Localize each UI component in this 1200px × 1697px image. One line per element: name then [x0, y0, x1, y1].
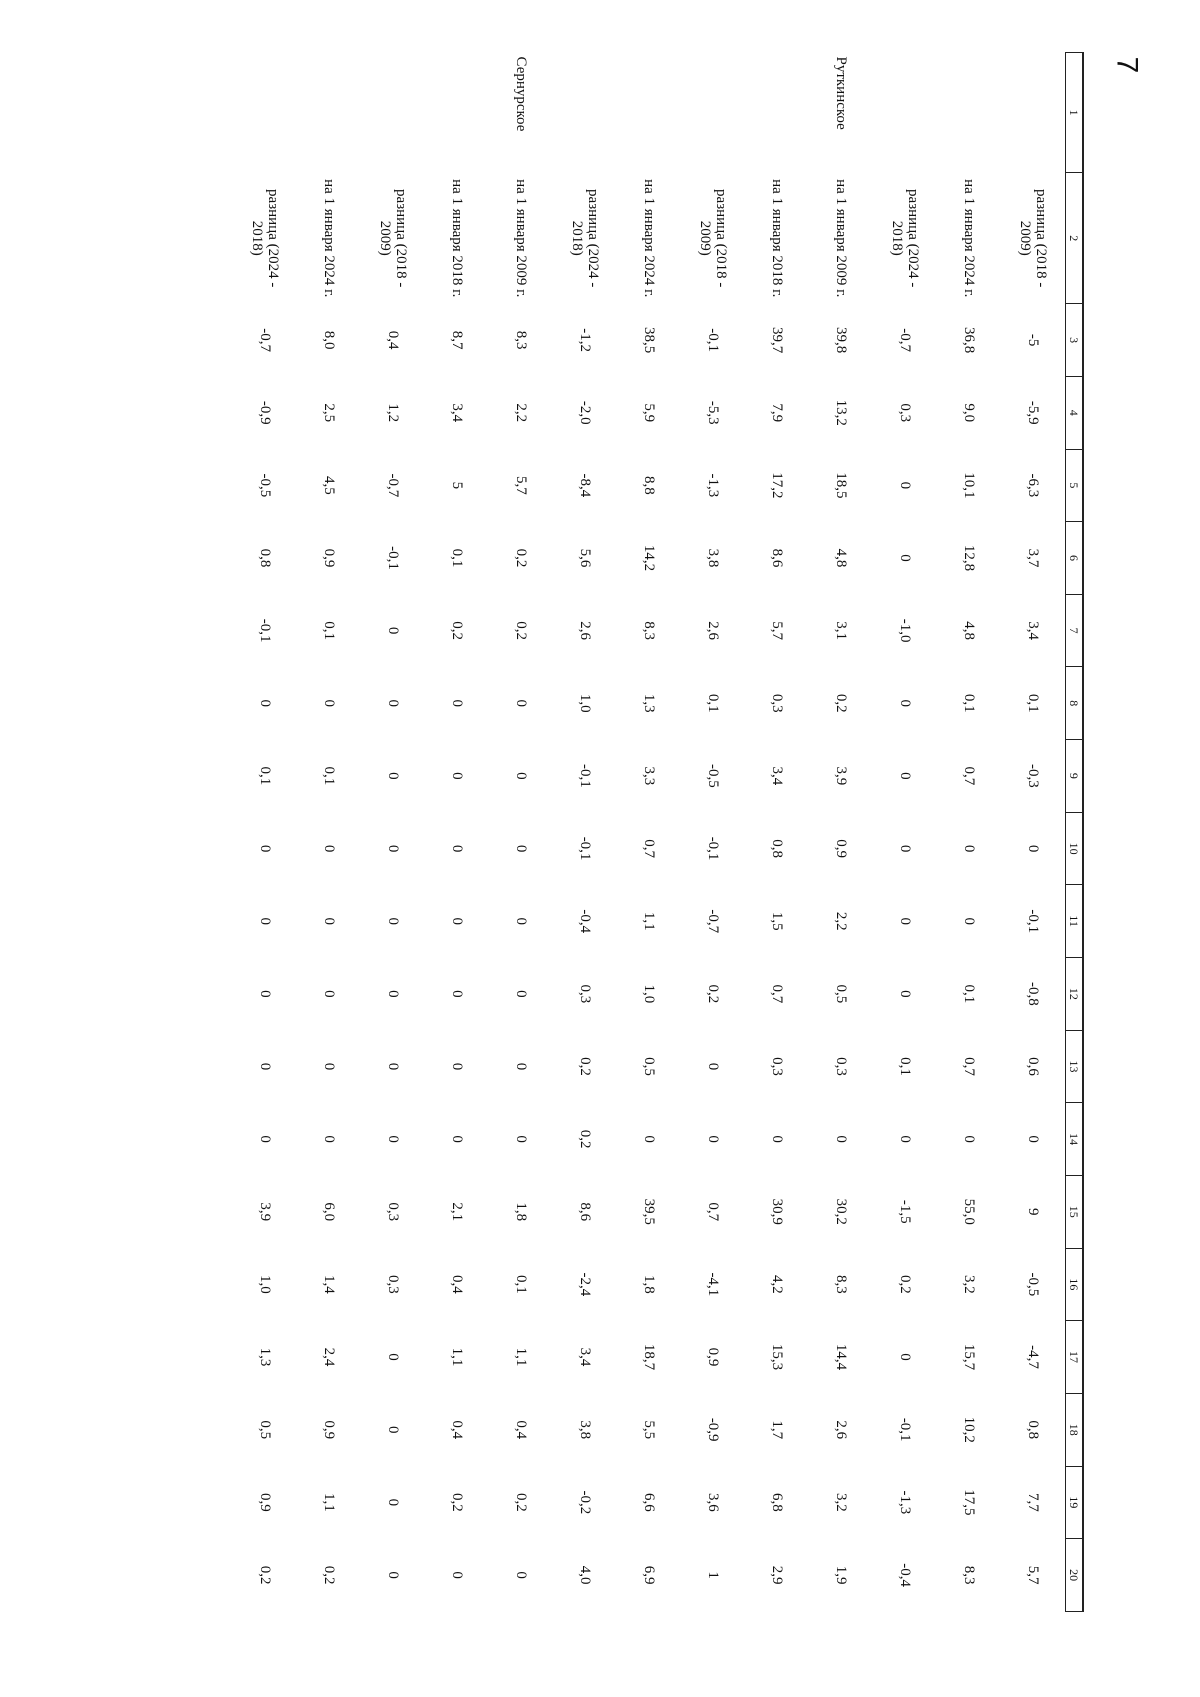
table-cell: 30,9 — [769, 1198, 786, 1225]
table-cell: -5 — [1025, 333, 1042, 347]
table-cell: 1,3 — [641, 693, 658, 713]
table-cell: 0 — [513, 1062, 530, 1071]
table-cell: 5,9 — [641, 403, 658, 423]
table-cell: 8,3 — [513, 330, 530, 350]
table-cell: 8,7 — [449, 330, 466, 350]
table-cell: 1,2 — [385, 403, 402, 423]
table-row — [233, 53, 297, 1612]
table-row — [745, 53, 809, 1612]
column-number: 2 — [1066, 173, 1084, 304]
table-cell: 0 — [321, 1135, 338, 1143]
settlement-name — [1001, 53, 1066, 173]
table-cell: 2,1 — [449, 1202, 466, 1222]
table-cell: 3,4 — [769, 766, 786, 786]
column-number: 7 — [1066, 594, 1084, 667]
table-cell: 2,6 — [577, 621, 594, 641]
table-cell: 3,8 — [577, 1420, 594, 1440]
column-number: 14 — [1066, 1103, 1084, 1176]
settlement-name — [425, 53, 489, 173]
row-label: на 1 января 2009 г. — [833, 179, 849, 298]
table-cell: 0 — [449, 917, 466, 925]
table-cell: 1,3 — [257, 1347, 274, 1367]
row-label: разница (2018 - 2009) — [697, 189, 729, 288]
table-cell: -6,3 — [1025, 473, 1042, 498]
table-cell: 0,1 — [1025, 693, 1042, 713]
table-cell: 0 — [385, 917, 402, 925]
table-cell: 0 — [321, 1062, 338, 1071]
table-cell: 4,8 — [833, 548, 850, 568]
table-cell: 0 — [385, 699, 402, 708]
column-number: 1 — [1066, 53, 1084, 173]
table-cell: 5,7 — [513, 475, 530, 495]
table-cell: 15,7 — [961, 1343, 978, 1371]
table-cell: 0 — [385, 626, 402, 635]
settlement-name — [617, 53, 681, 173]
table-cell: 4,0 — [577, 1565, 594, 1585]
table-cell: 1,1 — [641, 911, 658, 931]
table-cell: -2,0 — [577, 400, 594, 425]
table-cell: 0 — [385, 1425, 402, 1434]
table-cell: 0 — [385, 844, 402, 853]
row-label: разница (2018 - 2009) — [377, 189, 409, 288]
table-cell: 0 — [449, 1135, 466, 1143]
table-cell: 0 — [897, 844, 914, 853]
table-cell: 0,2 — [257, 1565, 274, 1585]
table-cell: 0 — [961, 844, 978, 853]
table-cell: 0 — [1025, 844, 1042, 853]
table-cell: 9 — [1025, 1208, 1042, 1216]
table-row — [681, 53, 745, 1612]
table-cell: -8,4 — [577, 473, 594, 498]
table-cell: 0 — [961, 917, 978, 925]
table-cell: 8,3 — [833, 1275, 850, 1294]
table-cell: -0,4 — [577, 909, 594, 934]
table-cell: 3,7 — [1025, 548, 1042, 568]
table-cell: -0,8 — [1025, 981, 1042, 1006]
table-body — [233, 53, 1066, 1612]
table-cell: 0 — [897, 1135, 914, 1143]
table-cell: 0 — [513, 990, 530, 998]
row-label: разница (2024 - 2018) — [889, 189, 921, 288]
row-label: на 1 января 2018 г. — [769, 179, 785, 298]
table-cell: -0,7 — [257, 328, 274, 352]
table-cell: 3,4 — [577, 1347, 594, 1367]
table-cell: 0,4 — [449, 1420, 466, 1440]
table-cell: 0,8 — [769, 839, 786, 858]
table-cell: -1,0 — [897, 618, 914, 643]
table-cell: 0 — [897, 772, 914, 780]
table-cell: -0,1 — [577, 764, 594, 788]
table-cell: 2,2 — [833, 911, 850, 931]
table-row — [809, 53, 873, 1612]
table-cell: 0 — [513, 1571, 530, 1579]
table-cell: 0,9 — [321, 548, 338, 568]
table-cell: 0 — [385, 1353, 402, 1361]
table-cell: 0,2 — [513, 1492, 530, 1512]
table-cell: 3,3 — [641, 766, 658, 786]
column-number: 9 — [1066, 740, 1084, 813]
settlement-name: Сернурское — [513, 56, 530, 132]
table-cell: 0 — [385, 772, 402, 780]
table-cell: 0 — [449, 699, 466, 708]
table-cell: 2,4 — [321, 1347, 338, 1367]
table-cell: 0,4 — [449, 1275, 466, 1294]
table-cell: 0,2 — [449, 621, 466, 641]
table-cell: 0,9 — [833, 839, 850, 858]
table-row — [1001, 53, 1066, 1612]
table-cell: 0,1 — [961, 984, 978, 1004]
table-cell: 0 — [321, 699, 338, 708]
table-cell: 0,2 — [449, 1492, 466, 1512]
table-cell: 1,1 — [449, 1347, 466, 1367]
table-cell: 0 — [385, 990, 402, 998]
table-cell: 0 — [257, 917, 274, 925]
table-cell: -0,9 — [705, 1417, 722, 1442]
column-number: 4 — [1066, 376, 1084, 449]
table-cell: 0 — [833, 1135, 850, 1143]
column-number: 5 — [1066, 449, 1084, 522]
table-cell: 0,7 — [705, 1202, 722, 1222]
table-cell: 0,5 — [833, 984, 850, 1004]
table-cell: 0 — [897, 917, 914, 925]
table-cell: 6,8 — [769, 1492, 786, 1512]
table-cell: -1,3 — [897, 1490, 914, 1515]
table-cell: 0,1 — [897, 1057, 914, 1076]
table-cell: 3,9 — [257, 1202, 274, 1222]
table-cell: 39,7 — [769, 326, 786, 354]
table-cell: -0,5 — [705, 764, 722, 788]
settlement-name: Руткинское — [833, 56, 850, 130]
table-cell: 0,3 — [769, 693, 786, 713]
table-cell: -0,1 — [385, 546, 402, 570]
table-cell: 0 — [257, 990, 274, 998]
column-number: 6 — [1066, 522, 1084, 595]
table-cell: 4,2 — [769, 1275, 786, 1294]
table-cell: 5 — [449, 481, 466, 490]
table-cell: 39,8 — [833, 326, 850, 354]
table-cell: 2,6 — [833, 1420, 850, 1440]
column-number: 17 — [1066, 1321, 1084, 1394]
table-cell: -0,2 — [577, 1490, 594, 1515]
table-cell: 0,8 — [1025, 1420, 1042, 1440]
table-cell: 1,0 — [257, 1275, 274, 1294]
table-cell: 0,2 — [577, 1057, 594, 1076]
table-cell: 0,1 — [321, 621, 338, 641]
table-cell: 3,2 — [961, 1275, 978, 1294]
table-cell: 0,1 — [449, 548, 466, 568]
table-cell: 0 — [705, 1135, 722, 1143]
table-cell: 0 — [513, 699, 530, 708]
table-cell: 0 — [897, 1353, 914, 1361]
table-cell: 0,5 — [641, 1057, 658, 1076]
table-cell: 3,6 — [705, 1492, 722, 1512]
table-cell: 0,1 — [961, 693, 978, 713]
column-number: 8 — [1066, 667, 1084, 740]
table-cell: -5,9 — [1025, 400, 1042, 425]
table-cell: 0,1 — [321, 766, 338, 786]
table-cell: 2,5 — [321, 403, 338, 423]
table-cell: 0,2 — [833, 693, 850, 713]
table-cell: 0,1 — [513, 1275, 530, 1294]
table-cell: 0,3 — [577, 984, 594, 1004]
settlement-name — [553, 53, 617, 173]
table-cell: 0,1 — [705, 693, 722, 713]
table-cell: 0 — [449, 772, 466, 780]
table-cell: 1,7 — [769, 1420, 786, 1440]
table-cell: 0,9 — [321, 1420, 338, 1440]
table-cell: 0 — [705, 1062, 722, 1071]
table-cell: -0,1 — [897, 1417, 914, 1442]
table-cell: 1,1 — [321, 1492, 338, 1512]
table-cell: 15,3 — [769, 1343, 786, 1371]
table-cell: 10,1 — [961, 472, 978, 499]
column-number: 3 — [1066, 304, 1084, 377]
table-cell: 0 — [257, 699, 274, 708]
table-cell: -1,3 — [705, 473, 722, 498]
column-number: 19 — [1066, 1466, 1084, 1539]
table-cell: 1,1 — [513, 1347, 530, 1367]
table-cell: 0 — [385, 1135, 402, 1143]
table-cell: 0,2 — [577, 1129, 594, 1149]
column-number: 20 — [1066, 1539, 1084, 1612]
table-cell: 0,7 — [769, 984, 786, 1004]
settlement-name — [745, 53, 809, 173]
table-cell: 0,7 — [961, 766, 978, 786]
table-cell: 2,2 — [513, 403, 530, 423]
table-cell: 0,3 — [897, 403, 914, 423]
table-cell: 0 — [641, 1135, 658, 1143]
table-cell: 0,3 — [385, 1275, 402, 1294]
table-cell: -5,3 — [705, 400, 722, 425]
table-cell: 1,4 — [321, 1275, 338, 1294]
table-cell: 0 — [897, 990, 914, 998]
table-cell: 5,7 — [769, 621, 786, 641]
table-cell: 0 — [449, 1062, 466, 1071]
table-cell: -0,5 — [1025, 1272, 1042, 1297]
settlement-name — [233, 53, 297, 173]
table-cell: 1,0 — [577, 693, 594, 713]
table-cell: 0 — [1025, 1135, 1042, 1143]
table-cell: -2,4 — [577, 1272, 594, 1297]
column-number-row — [1066, 53, 1084, 1612]
row-label: разница (2024 - 2018) — [249, 189, 281, 288]
table-cell: 6,0 — [321, 1202, 338, 1222]
row-label: разница (2018 - 2009) — [1017, 189, 1049, 288]
page-number: 7 — [1110, 56, 1144, 74]
table-cell: 0 — [257, 844, 274, 853]
table-cell: 7,7 — [1025, 1492, 1042, 1512]
table-cell: 0,2 — [513, 548, 530, 568]
table-cell: 8,3 — [641, 621, 658, 641]
table-cell: 30,2 — [833, 1198, 850, 1225]
table-cell: -0,7 — [705, 909, 722, 934]
table-row — [297, 53, 361, 1612]
table-cell: 3,4 — [1025, 621, 1042, 641]
data-table — [233, 52, 1084, 1612]
table-cell: 1 — [705, 1571, 722, 1579]
table-cell: 17,2 — [769, 472, 786, 499]
table-cell: 8,6 — [769, 548, 786, 568]
table-cell: 14,4 — [833, 1343, 850, 1371]
table-cell: 1,9 — [833, 1565, 850, 1585]
table-cell: -4,1 — [705, 1272, 722, 1297]
table-cell: 0 — [897, 699, 914, 708]
table-cell: 0,1 — [257, 766, 274, 786]
table-cell: 0,5 — [257, 1420, 274, 1440]
table-cell: 8,0 — [321, 330, 338, 350]
row-label: разница (2024 - 2018) — [569, 189, 601, 288]
table-cell: 8,8 — [641, 475, 658, 495]
table-cell: -0,1 — [1025, 909, 1042, 934]
table-cell: 2,6 — [705, 621, 722, 641]
table-cell: -0,5 — [257, 473, 274, 498]
table-cell: 4,5 — [321, 475, 338, 495]
table-row — [873, 53, 937, 1612]
table-cell: 0,3 — [833, 1057, 850, 1076]
table-cell: 0,9 — [705, 1347, 722, 1367]
table-cell: 0 — [897, 554, 914, 562]
table-cell: 5,5 — [641, 1420, 658, 1440]
row-label: на 1 января 2009 г. — [513, 179, 529, 298]
table-cell: 18,7 — [641, 1343, 658, 1371]
column-number: 10 — [1066, 812, 1084, 885]
table-cell: -0,7 — [897, 328, 914, 352]
table-cell: 0,2 — [897, 1275, 914, 1294]
table-cell: 9,0 — [961, 403, 978, 423]
table-cell: 0,3 — [769, 1057, 786, 1076]
table-cell: 12,8 — [961, 544, 978, 572]
column-number: 11 — [1066, 885, 1084, 958]
row-label: на 1 января 2024 г. — [321, 179, 337, 298]
settlement-name — [937, 53, 1001, 173]
table-cell: -1,5 — [897, 1199, 914, 1224]
table-cell: 5,7 — [1025, 1565, 1042, 1585]
settlement-name — [297, 53, 361, 173]
table-cell: 0 — [321, 917, 338, 925]
table-cell: -0,1 — [577, 836, 594, 861]
table-cell: 0 — [513, 1135, 530, 1143]
table-cell: 3,4 — [449, 403, 466, 423]
row-label: на 1 января 2018 г. — [449, 179, 465, 298]
table-cell: 17,5 — [961, 1489, 978, 1516]
table-cell: 0 — [513, 844, 530, 853]
table-cell: -0,1 — [705, 328, 722, 352]
table-cell: 0,4 — [513, 1420, 530, 1440]
column-number: 13 — [1066, 1030, 1084, 1103]
table-cell: 13,2 — [833, 399, 850, 426]
table-cell: 0 — [385, 1571, 402, 1579]
table-cell: 0,7 — [641, 839, 658, 858]
table-cell: 0 — [449, 844, 466, 853]
settlement-name — [873, 53, 937, 173]
table-cell: 0 — [449, 990, 466, 998]
table-cell: 7,9 — [769, 403, 786, 423]
table-cell: 0 — [449, 1571, 466, 1579]
table-cell: 0,6 — [1025, 1057, 1042, 1076]
column-number: 15 — [1066, 1175, 1084, 1248]
table-cell: 14,2 — [641, 544, 658, 572]
table-cell: 0 — [321, 990, 338, 998]
table-cell: -0,1 — [705, 836, 722, 861]
table-cell: 0,2 — [321, 1565, 338, 1585]
table-cell: 1,0 — [641, 984, 658, 1004]
rotated-table-container — [204, 52, 1084, 1612]
table-cell: -4,7 — [1025, 1345, 1042, 1369]
settlement-name — [361, 53, 425, 173]
table-cell: 0,8 — [257, 548, 274, 568]
table-cell: 0,2 — [513, 621, 530, 641]
table-cell: 2,9 — [769, 1565, 786, 1585]
table-cell: 5,6 — [577, 548, 594, 568]
table-cell: 0 — [961, 1135, 978, 1143]
column-number: 18 — [1066, 1393, 1084, 1466]
table-row — [553, 53, 617, 1612]
table-cell: 0,4 — [385, 330, 402, 350]
table-cell: 3,2 — [833, 1492, 850, 1512]
table-cell: 0 — [513, 772, 530, 780]
row-label: на 1 января 2024 г. — [961, 179, 977, 298]
table-cell: -0,1 — [257, 618, 274, 643]
table-cell: 0 — [257, 1062, 274, 1071]
table-cell: 55,0 — [961, 1198, 978, 1225]
table-cell: -0,9 — [257, 400, 274, 425]
table-cell: 1,8 — [641, 1275, 658, 1294]
table-cell: 3,1 — [833, 621, 850, 641]
table-cell: 1,8 — [513, 1202, 530, 1222]
table-cell: 18,5 — [833, 472, 850, 499]
table-cell: 8,6 — [577, 1202, 594, 1222]
settlement-name — [681, 53, 745, 173]
table-cell: 0,3 — [385, 1202, 402, 1222]
table-cell: -0,3 — [1025, 764, 1042, 788]
row-label: на 1 января 2024 г. — [641, 179, 657, 298]
table-cell: 10,2 — [961, 1416, 978, 1443]
table-row — [937, 53, 1001, 1612]
table-cell: 4,8 — [961, 621, 978, 641]
table-cell: 36,8 — [961, 326, 978, 354]
table-cell: 0,7 — [961, 1057, 978, 1076]
table-cell: 0,9 — [257, 1492, 274, 1512]
table-cell: 0 — [385, 1062, 402, 1071]
table-cell: 1,5 — [769, 911, 786, 931]
table-cell: 0 — [321, 844, 338, 853]
column-number: 12 — [1066, 958, 1084, 1031]
table-cell: 6,9 — [641, 1565, 658, 1585]
table-cell: 38,5 — [641, 326, 658, 354]
table-cell: 8,3 — [961, 1565, 978, 1585]
table-cell: 3,9 — [833, 766, 850, 786]
table-cell: 0,2 — [705, 984, 722, 1004]
column-number: 16 — [1066, 1248, 1084, 1321]
table-cell: -0,7 — [385, 473, 402, 498]
table-row — [489, 53, 553, 1612]
table-row — [361, 53, 425, 1612]
table-cell: 0 — [513, 917, 530, 925]
table-cell: -1,2 — [577, 328, 594, 352]
table-cell: 0 — [257, 1135, 274, 1143]
table-row — [425, 53, 489, 1612]
table-cell: 0 — [385, 1498, 402, 1507]
table-cell: 0 — [769, 1135, 786, 1143]
table-header — [1066, 53, 1084, 1612]
table-cell: 3,8 — [705, 548, 722, 568]
table-cell: -0,4 — [897, 1563, 914, 1587]
table-cell: 0 — [897, 481, 914, 490]
table-row — [617, 53, 681, 1612]
table-cell: 39,5 — [641, 1198, 658, 1225]
table-cell: 6,6 — [641, 1492, 658, 1512]
